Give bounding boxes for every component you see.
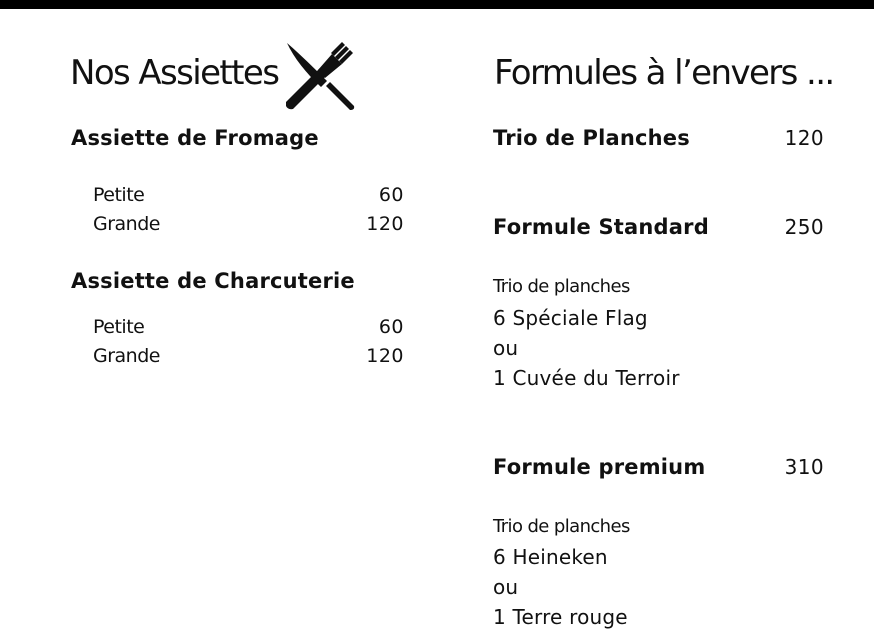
fromage-row-petite — [93, 186, 404, 205]
formula-detail: 6 Spéciale Flag — [493, 306, 648, 330]
row-label: Petite — [93, 184, 145, 206]
formula-name: Trio de Planches — [493, 126, 690, 150]
row-label: Petite — [93, 316, 145, 338]
knife-and-fork-icon — [284, 40, 356, 112]
row-price: 120 — [366, 345, 404, 367]
formula-price: 250 — [784, 215, 824, 239]
charcuterie-row-petite — [93, 318, 404, 337]
formula-detail: ou — [493, 575, 519, 599]
fromage-heading: Assiette de Fromage — [71, 126, 319, 150]
formula-detail: 6 Heineken — [493, 545, 608, 569]
formula-trio — [493, 126, 824, 150]
charcuterie-heading: Assiette de Charcuterie — [71, 269, 355, 293]
formula-name: Formule Standard — [493, 215, 709, 239]
formula-premium — [493, 455, 824, 479]
formula-detail: Trio de planches — [493, 516, 630, 537]
formula-standard — [493, 215, 824, 239]
assiettes-title: Nos Assiettes — [70, 53, 279, 93]
formula-detail: Trio de planches — [493, 276, 630, 297]
formula-detail: ou — [493, 336, 519, 360]
formula-price: 310 — [784, 455, 824, 479]
top-border-bar — [0, 0, 874, 9]
formules-title: Formules à l’envers ... — [494, 53, 834, 93]
row-label: Grande — [93, 213, 160, 235]
row-price: 60 — [378, 316, 404, 338]
row-price: 120 — [366, 213, 404, 235]
fromage-row-grande — [93, 215, 404, 234]
row-label: Grande — [93, 345, 160, 367]
row-price: 60 — [378, 184, 404, 206]
formula-detail: 1 Cuvée du Terroir — [493, 366, 680, 390]
charcuterie-row-grande — [93, 347, 404, 366]
formula-name: Formule premium — [493, 455, 706, 479]
formula-price: 120 — [784, 126, 824, 150]
formula-detail: 1 Terre rouge — [493, 605, 628, 629]
